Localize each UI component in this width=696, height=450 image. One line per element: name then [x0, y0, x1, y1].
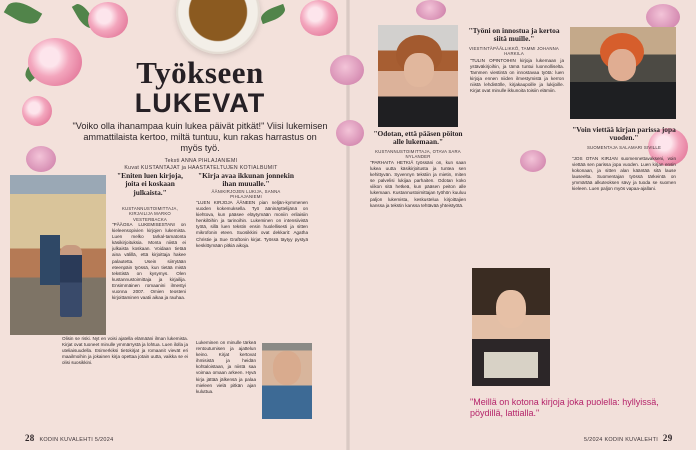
quote-2-credit: ÄÄNIKIRJOJEN LUKIJA, SANNA PIHLAJANIEMI: [211, 189, 281, 200]
byline-photos: Kuvat KUSTANTAJAT ja HAASTATELTUJEN KOTIALBUMIT: [124, 165, 278, 171]
column-text: "JOS OTAN KIRJAN suomennettavakseni, voin viettää sen parissa jopa vuoden. Luen kirjan ensin kokonaan, ja sitten alan kääntää sitä lause lauseelta. Suomentajan työssä tärkeintä on ymmärtää alkuteoksen sävy ja tuoda se suomen kieleen. Luen paljon myös vapaa-ajallani.: [572, 156, 676, 192]
quote-5: "Voin viettää kirjan parissa jopa vuoden.": [572, 125, 676, 143]
column-text: Olisin se riski. Nyt en voisi ajatella elämääni ilman lukemista. Kirjat ovat tuoneet minulle ymmärrystä ja lohtua. Luen ilolla ja uteliaisuudella. Esimerkiksi tietokirjat ja romaanit vievät eri maailmoihin ja jokainen kirja opettaa jotain uutta, vaikka se ei olisi suosikkini.: [62, 336, 188, 366]
photo-woman-with-book: [472, 268, 550, 386]
headline-line-2: LUKEVAT: [134, 88, 266, 118]
photo-man-portrait: [262, 343, 312, 419]
quote-4: "Työni on innostua ja kertoa siitä muille.": [468, 26, 560, 44]
quote-3: "Odotan, että pääsen pöiton alle lukemaan.": [373, 129, 463, 147]
rose-decoration: [300, 0, 338, 36]
column-right-3: [572, 156, 676, 388]
rose-decoration: [88, 2, 128, 38]
column-left-2: [62, 336, 188, 422]
macaron-decoration: [336, 120, 364, 146]
photo-woman-redhair: [378, 25, 458, 127]
column-text: "PÄÄOSA LUKEMISESTANI on kieleensopivien kirjojen lukemista. Luen melko tarkal-tamatonta käsikirjoituksia. Monta niistä ei julkaista koskaan. Voidaan tietää aina välillä, että kirjoittaja hakee palautetta. Usein siirrytään eteenpäin työssä, kun tietää mistä tekstistä on kysymys. Olen kustannustoimittaja ja kirjailija. Ensimmäinen romaanini ilmestyi vuonna 2007. Omien teosteni kirjoittaminen vaatii aikaa ja rauhaa.: [112, 222, 186, 301]
column-text: "LUEN KIRJOJA ÄÄNEEN pian neljän-kymmenen vuoden kokemuksella. Työ ääninäyttelijänä on kiehtova, kun pääsee eläytymään moniin erilaisiin henkilöihin ja tarinoihin. Lukeminen on intensiivistä työtä, sillä luen tekstin ensin huolellisesti ja sitten mikrofonin eteen. Suosikkini ovat dekkarit: Agatha Christie ja Sue Graftonin kirjat. Työssä täytyy pystyä keskittymään pitkiä aikoja.: [196, 200, 308, 248]
column-right-1: [370, 160, 466, 422]
column-text: "TULIN OPINTOIHIN kirjoja lukemaan ja ystäväkirjoihin, ja tämä tuntui luonnolliselta. Tammen viestintä on innostavaa työtä: luen kirjoja ennen niiden ilmestymistä ja kerron niistä lehdistölle, kirjakaupoille ja lukijoille. Kirjat ovat minulle ikkunoita toisiin elämiin.: [470, 58, 564, 94]
quote-5-credit: SUOMENTAJA SALAMARI SIVILLE: [586, 145, 662, 150]
footer-left: [22, 433, 114, 443]
column-mid-1: [196, 200, 308, 334]
magazine-name-right: 5/2024 KODIN KUVALEHTI: [584, 437, 659, 443]
macaron-decoration: [330, 55, 364, 85]
quote-3-credit: KUSTANNUSTOIMITTAJA, OTAVA SARA NYLANDER: [375, 149, 461, 160]
byline-text: Teksti ANNA PIHLAJANIEMI: [164, 158, 238, 164]
macaron-decoration: [416, 0, 446, 20]
rose-decoration: [22, 96, 52, 126]
macaron-decoration: [26, 146, 56, 172]
page-number-left: 28: [25, 433, 35, 443]
page-number-right: 29: [662, 433, 673, 443]
rose-decoration: [28, 38, 82, 86]
byline: [70, 158, 332, 172]
quote-1-credit: KUSTANNUSTOIMITTAJA, KIRJAILIJA MARKO VESTERBACKA: [121, 206, 179, 222]
quote-4-credit: VIESTINTÄPÄÄLLIKKÖ, TAMMI JOHANNA HARKILA: [468, 46, 559, 57]
footer-right: [584, 433, 676, 443]
column-text: "PARHAITA HETKIÄ työssäni on, kun saan lukea uutta käsikirjoitusta ja tuntea sen kehittyvän. Syvennyn tekstiin ja mietin, miten se palvelisi lukijaa parhaiten. Odotan koko viikon sitä hetkeä, kun pääsen peiton alle lukemaan. Kustannustoimittajan työhön kuuluu paljon lukemista, keskustelua kirjoittajien kanssa ja tekstin kanssa tehtävää yhteistyötä.: [370, 160, 466, 208]
article-lead: "Voiko olla ihanampaa kuin lukea päivät pitkät!" Viisi lukemisen ammattilaista kertoo, miltä tuntuu, kun rakas harrastus on myös työ.: [72, 121, 328, 153]
magazine-name-left: KODIN KUVALEHTI 5/2024: [39, 437, 114, 443]
quote-2: "Kirja avaa ikkunan jonnekin ihan muualle.": [198, 171, 294, 189]
photo-woman-orangehair: [570, 27, 676, 119]
column-mid-2: [196, 340, 256, 422]
column-left-1: [112, 222, 186, 330]
article-headline: [90, 55, 310, 118]
column-text: Lukeminen on minulle tärkeä rentoutumisen ja ajattelun keino. Kirjat kertovat ihmisistä ja heidän kohtaloistaan, ja niistä saa voimaa omaan arkeen. Hyvä kirja jättää jälkensä ja palaa mieleen vielä pitkän ajan kuluttua.: [196, 340, 256, 394]
headline-line-1: Työkseen: [136, 55, 264, 90]
quote-1: "Eniten luen kirjoja, joita ei koskaan julkaista.": [117, 171, 183, 197]
photo-man-on-street: [10, 175, 106, 335]
column-right-2: [470, 58, 564, 262]
pull-quote: "Meillä on kotona kirjoja joka puolella: hyllyissä, pöydillä, lattialla.": [470, 397, 659, 418]
